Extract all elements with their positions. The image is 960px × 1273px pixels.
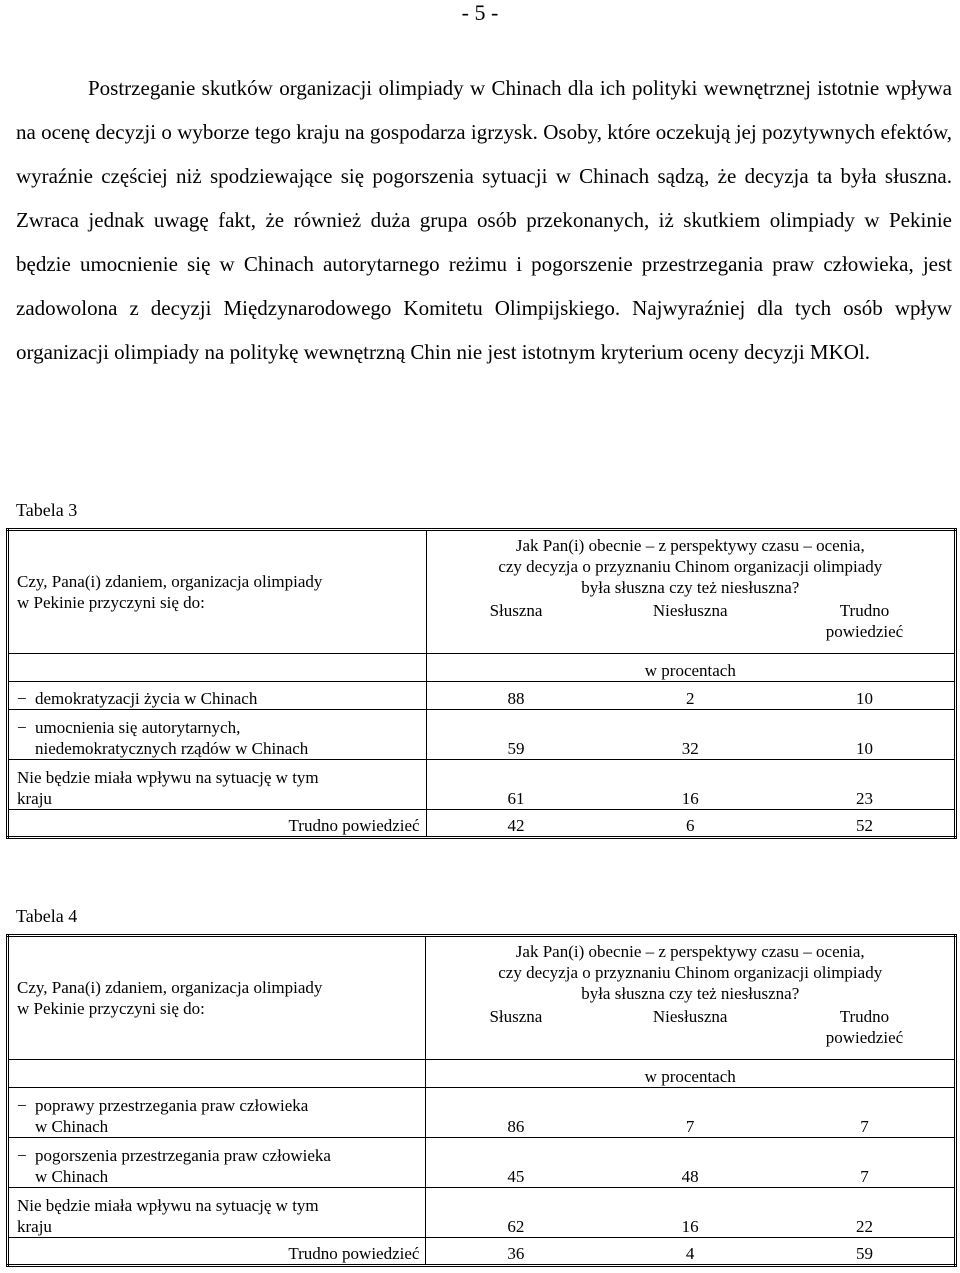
cell-value: 7 [605, 1088, 775, 1138]
cell-value: 61 [426, 760, 605, 810]
table3-caption: Tabela 3 [16, 500, 78, 520]
table4-column-question: Jak Pan(i) obecnie – z perspektywy czasu – ocenia, czy decyzja o przyznaniu Chinom organizacji olimpiady była słuszna czy też niesłuszna? [498, 942, 883, 1003]
table-row [8, 1188, 956, 1238]
cell-value: 45 [426, 1138, 605, 1188]
table-row [8, 682, 956, 710]
table4-col-hard-to-say: Trudno powiedzieć [825, 1006, 904, 1047]
cell-value: 42 [507, 816, 525, 835]
table3-col-right: Słuszna [489, 600, 543, 620]
cell-value: 16 [605, 1188, 775, 1238]
table-row [8, 710, 956, 760]
cell-value: 86 [426, 1088, 605, 1138]
table-row [8, 1138, 956, 1188]
row-label: − umocnienia się autorytarnych, niedemokratycznych rządów w Chinach [8, 710, 427, 760]
table4-caption: Tabela 4 [16, 906, 78, 926]
table3-unit: w procentach [426, 654, 955, 682]
table4 [6, 934, 957, 1267]
row-label: Nie będzie miała wpływu na sytuację w tym kraju [8, 760, 427, 810]
cell-value: 2 [605, 682, 775, 710]
table4-unit-spacer [8, 1060, 426, 1088]
cell-value: 7 [775, 1138, 956, 1188]
cell-value: 23 [775, 760, 956, 810]
cell-value: 52 [855, 816, 873, 835]
cell-value: 48 [605, 1138, 775, 1188]
row-label: − pogorszenia przestrzegania praw człowieka w Chinach [8, 1138, 426, 1188]
cell-value: 59 [855, 1244, 873, 1263]
cell-value: 6 [685, 816, 695, 835]
table3-col-hard-to-say: Trudno powiedzieć [825, 600, 904, 641]
table-row [8, 760, 956, 810]
body-paragraph [16, 66, 952, 374]
table4-col-right: Słuszna [489, 1006, 543, 1026]
table-row [8, 810, 956, 838]
table3-column-question: Jak Pan(i) obecnie – z perspektywy czasu – ocenia, czy decyzja o przyznaniu Chinom organizacji olimpiady była słuszna czy też niesłuszna? [498, 536, 883, 597]
cell-value: 4 [685, 1244, 695, 1263]
cell-value: 10 [775, 710, 956, 760]
cell-value: 32 [605, 710, 775, 760]
cell-value: 7 [775, 1088, 956, 1138]
paragraph-text: Postrzeganie skutków organizacji olimpiady w Chinach dla ich polityki wewnętrznej istotnie wpływa na ocenę decyzji o wyborze tego kraju na gospodarza igrzysk. Osoby, które oczekują jej pozytywnych efektów, wyraźnie częściej niż spodziewające się pogorszenia sytuacji w Chinach sądzą, że decyzja ta była słuszna. Zwraca jednak uwagę fakt, że również duża grupa osób przekonanych, iż skutkiem olimpiady w Pekinie będzie umocnienie się w Chinach autorytarnego reżimu i pogorszenie przestrzegania praw człowieka, jest zadowolona z decyzji Międzynarodowego Komitetu Olimpijskiego. Najwyraźniej dla tych osób wpływ organizacji olimpiady na politykę wewnętrzną Chin nie jest istotnym kryterium oceny decyzji MKOl. [16, 76, 952, 364]
cell-value: 10 [775, 682, 956, 710]
table3-col-wrong: Niesłuszna [652, 600, 728, 620]
cell-value: 36 [507, 1244, 525, 1263]
table-row [8, 1238, 956, 1266]
cell-value: 88 [426, 682, 605, 710]
table-row [8, 1088, 956, 1138]
row-label: Trudno powiedzieć [8, 810, 427, 838]
table3-unit-spacer [8, 654, 427, 682]
row-label: − demokratyzacji życia w Chinach [8, 682, 427, 710]
cell-value: 59 [426, 710, 605, 760]
page-number: - 5 - [461, 0, 499, 25]
row-label: Nie będzie miała wpływu na sytuację w tym kraju [8, 1188, 426, 1238]
cell-value: 62 [426, 1188, 605, 1238]
row-label: Trudno powiedzieć [8, 1238, 426, 1266]
table4-col-wrong: Niesłuszna [652, 1006, 728, 1026]
row-label: − poprawy przestrzegania praw człowieka w Chinach [8, 1088, 426, 1138]
table4-unit: w procentach [426, 1060, 956, 1088]
cell-value: 16 [605, 760, 775, 810]
table4-row-question: Czy, Pana(i) zdaniem, organizacja olimpiady w Pekinie przyczyni się do: [8, 936, 426, 1060]
table3-row-question: Czy, Pana(i) zdaniem, organizacja olimpiady w Pekinie przyczyni się do: [8, 530, 427, 654]
cell-value: 22 [775, 1188, 956, 1238]
table3 [6, 528, 957, 839]
